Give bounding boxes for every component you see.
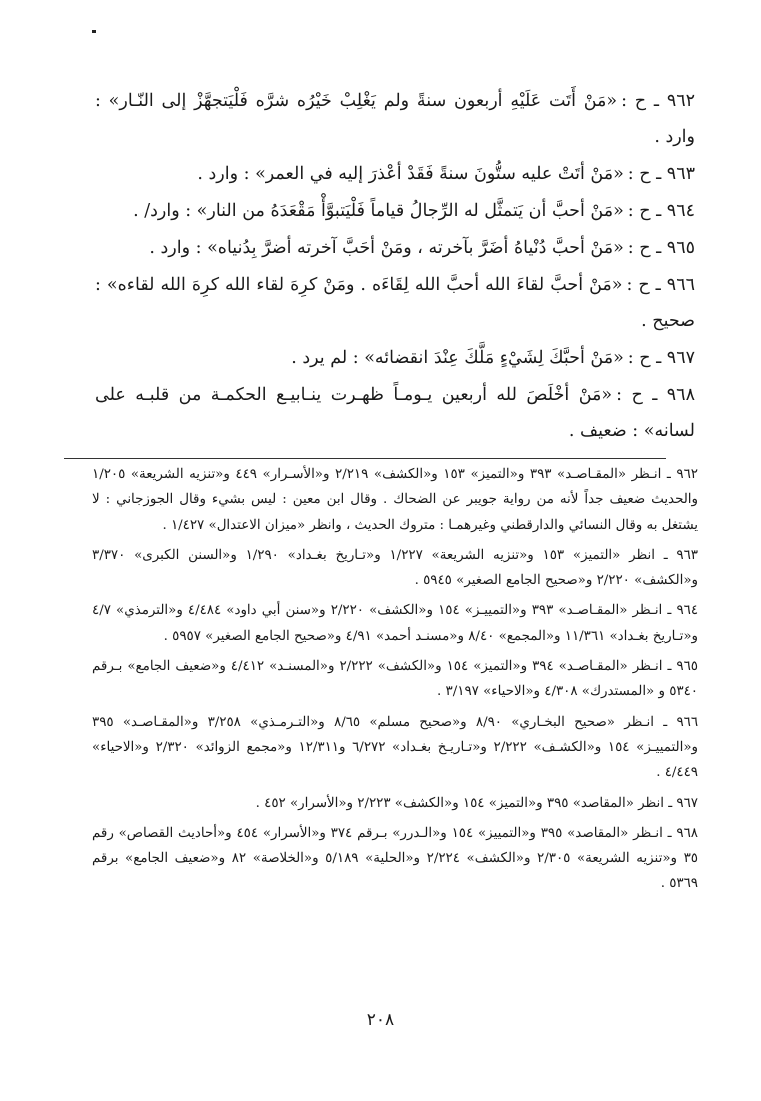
hadith-entry (95, 83, 695, 155)
entry-text: «مَنْ أحبَّ لقاءَ الله أحبَّ الله لِقَاءَه . ومَنْ كرِهَ لقاء الله كرِهَ الله لقاءه» : صحيح . (95, 275, 695, 331)
footnote: ٩٦٧ ـ انظر «المقاصد» ٣٩٥ و«التميز» ١٥٤ و«الكشف» ٢/٢٢٣ و«الأسرار» ٤٥٢ . (255, 795, 698, 811)
entry-text: «مَنْ أحبَّكَ لِشَيْءٍ مَلَّكَ عِنْدَ انقضائه» : لم يرد . (291, 348, 624, 368)
entry-text: «مَنْ أخْلَصَ لله أربعين يـومـاً ظهـرت ينـابيـع الحكمـة من قلبـه على لسانه» : ضعيف . (95, 385, 695, 441)
entry-text: «مَنْ أحبَّ أن يَتمثَّل له الرِّجالُ قياماً فَلْيَتبوَّأْ مَقْعَدَهُ من النار» : وارد/ . (133, 201, 624, 221)
footnote: ٩٦٣ ـ انظر «التميز» ١٥٣ و«تنزيه الشريعة» ١/٢٢٧ و«تـاريخ بغـداد» ١/٢٩٠ و«السنن الكبرى» ٣/٣٧٠ و«الكشف» ٢/٢٢٠ و«صحيح الجامع الصغير» ٥٩٤٥ . (92, 547, 698, 589)
entry-number: ٩٦٨ ـ ح : (616, 385, 695, 405)
entry-number: ٩٦٢ ـ ح : (621, 91, 696, 111)
page-number: ٢٠٨ (366, 1010, 395, 1030)
entry-number: ٩٦٣ ـ ح : (627, 164, 695, 184)
footnote: ٩٦٦ ـ انـظر «صحيح البخـاري» ٨/٩٠ و«صحيح مسلم» ٨/٦٥ و«التـرمـذي» ٣/٢٥٨ و«المقـاصـد» ٣٩٥ و«التمييـز» ١٥٤ و«الكشـف» ٢/٢٢٢ و«تـاريـخ بغـداد» ٦/٢٧٢ و١٢/٣١١ و«مجمع الزوائد» ٢/٣٢٠ و«الاحياء» ٤/٤٤٩ . (92, 714, 699, 781)
footnote: ٩٦٥ ـ انـظر «المقـاصـد» ٣٩٤ و«التميز» ١٥٤ و«الكشف» ٢/٢٢٢ و«المسنـد» ٤/٤١٢ و«ضعيف الجامع» بـرقم ٥٣٤٠ و «المستدرك» ٤/٣٠٨ و«الاحياء» ٣/١٩٧ . (92, 659, 698, 700)
scan-speck (92, 30, 96, 33)
entry-text: «مَنْ أتَتْ عليه ستُّونَ سنةً فَقَدْ أعْذرَ إليه في العمر» : وارد . (197, 164, 624, 184)
entry-text: «مَنْ أَتَت عَلَيْهِ أربعون سنةً ولم يَغْلِبْ خَيْرُه شرَّه فَلْيَتجهَّزْ إلى النّـار» : وارد . (95, 91, 695, 147)
entry-text: «مَنْ أحبَّ دُنْياهُ أضَرَّ بآخرته ، ومَنْ أحَبَّ آخرته أضرَّ بِدُنياه» : وارد . (149, 238, 624, 258)
entry-number: ٩٦٥ ـ ح : (627, 238, 695, 258)
hadith-entry (95, 377, 695, 449)
hadith-entry (95, 340, 695, 376)
hadith-entry (95, 156, 695, 192)
entry-number: ٩٦٧ ـ ح : (627, 348, 695, 368)
footnotes (92, 462, 698, 902)
footnote: ٩٦٢ ـ انـظر «المقـاصـد» ٣٩٣ و«التميز» ١٥٣ و«الكشف» ٢/٢١٩ و«الأسـرار» ٤٤٩ و«تنزيه الشريعة» ١/٢٠٥ والحديث ضعيف جداً لأنه من رواية جويبر عن الضحاك . وقال ابن معين : ليس بشيء وقال الجوزجاني : لا يشتغل به وقال النسائي والدارقطني وغيرهمـا : متروك الحديث ، وانظر «ميزان الاعتدال» ١/٤٢٧ . (92, 467, 698, 533)
entry-number: ٩٦٦ ـ ح : (626, 275, 695, 295)
hadith-entry (95, 193, 695, 229)
hadith-entry (95, 267, 695, 339)
footnote: ٩٦٨ ـ انـظر «المقاصد» ٣٩٥ و«التمييز» ١٥٤ و«الـدرر» بـرقم ٣٧٤ و«الأسرار» ٤٥٤ و«أحاديث القصاص» رقم ٣٥ و«تنزيه الشريعة» ٢/٣٠٥ و«الكشف» ٢/٢٢٤ و«الحلية» ٥/١٨٩ و«الخلاصة» ٨٢ و«ضعيف الجامع» برقم ٥٣٦٩ . (92, 825, 698, 892)
footnote: ٩٦٤ ـ انـظر «المقـاصـد» ٣٩٣ و«التمييـز» ١٥٤ و«الكشف» ٢/٢٢٠ و«سنن أبي داود» ٤/٤٨٤ و«الترمذي» ٤/٧ و«تـاريخ بغـداد» ١١/٣٦١ و«المجمع» ٨/٤٠ و«مسنـد أحمد» ٤/٩١ و«صحيح الجامع الصغير» ٥٩٥٧ . (92, 603, 699, 644)
hadith-entry (95, 230, 695, 266)
hadith-entries (95, 83, 695, 450)
footnote-divider (64, 458, 666, 459)
entry-number: ٩٦٤ ـ ح : (627, 201, 695, 221)
